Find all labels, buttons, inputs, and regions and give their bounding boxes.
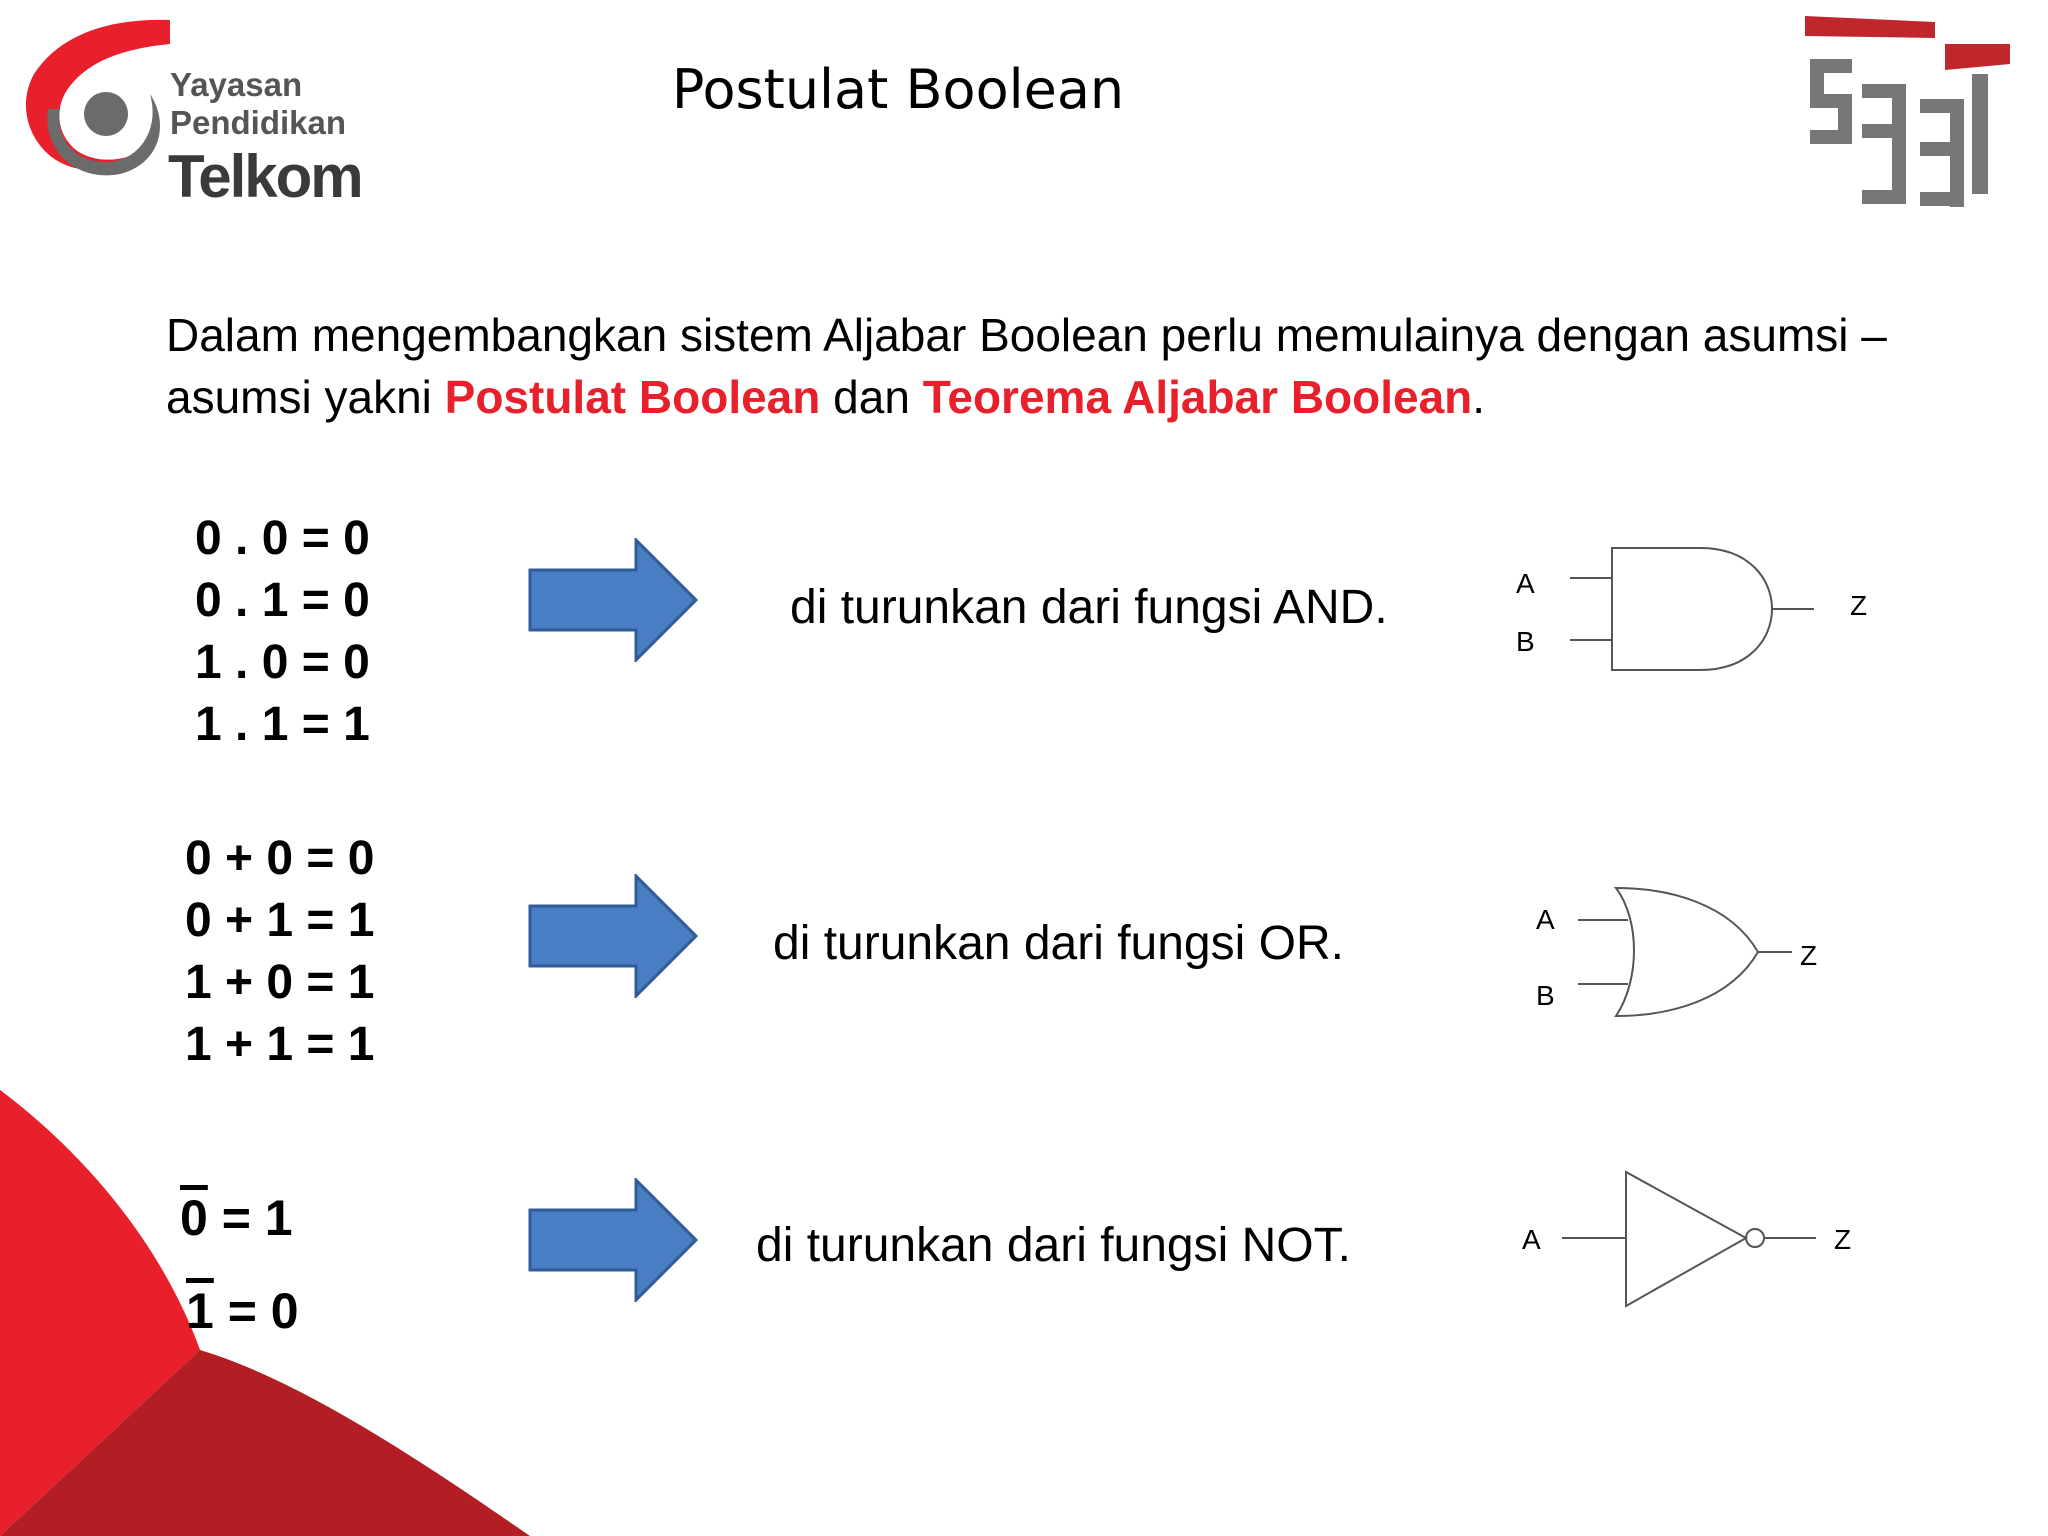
arrow-right-icon <box>528 874 698 998</box>
logo-text-line2: Pendidikan <box>170 104 347 141</box>
or-gate-input-a: A <box>1536 904 1555 935</box>
intro-text-end: . <box>1472 371 1486 423</box>
arrow-right-icon <box>528 538 698 662</box>
and-equations <box>195 508 370 756</box>
and-gate-output: Z <box>1850 590 1868 621</box>
and-equation: 0 . 0 = 0 <box>195 512 370 565</box>
intro-highlight-postulat: Postulat Boolean <box>444 371 821 423</box>
intro-text-start: Dalam mengembangkan sistem Aljabar Boolean perlu memulainya dengan asumsi – asumsi yakni <box>166 309 1887 423</box>
logo-text-line1: Yayasan <box>170 66 303 103</box>
or-gate-diagram <box>1500 870 1900 1050</box>
institution-logo-icon <box>1800 14 2010 214</box>
logo-text-line3: Telkom <box>168 143 362 210</box>
or-equation: 1 + 1 = 1 <box>185 1018 375 1071</box>
or-gate-output: Z <box>1800 940 1818 971</box>
and-gate-input-a: A <box>1516 568 1535 599</box>
or-gate-input-b: B <box>1536 980 1555 1011</box>
not-operand: 1 <box>186 1283 214 1339</box>
and-gate-input-b: B <box>1516 626 1535 657</box>
intro-paragraph <box>166 304 1906 428</box>
intro-text-middle: dan <box>820 371 923 423</box>
and-equation: 1 . 1 = 1 <box>195 698 370 751</box>
intro-highlight-teorema: Teorema Aljabar Boolean <box>922 371 1473 423</box>
or-equations <box>185 828 375 1076</box>
or-description: di turunkan dari fungsi OR. <box>773 917 1344 970</box>
not-gate-input-a: A <box>1522 1224 1541 1255</box>
and-equation: 1 . 0 = 0 <box>195 636 370 689</box>
not-equations <box>180 1178 299 1364</box>
page-title: Postulat Boolean <box>671 58 1125 121</box>
and-description: di turunkan dari fungsi AND. <box>790 581 1388 634</box>
or-equation: 0 + 0 = 0 <box>185 832 375 885</box>
and-equation: 0 . 1 = 0 <box>195 574 370 627</box>
and-gate-diagram <box>1500 530 1900 710</box>
or-equation: 1 + 0 = 1 <box>185 956 375 1009</box>
not-result: = 1 <box>207 1190 293 1246</box>
not-equation <box>180 1271 299 1364</box>
not-gate-output: Z <box>1834 1224 1852 1255</box>
or-equation: 0 + 1 = 1 <box>185 894 375 947</box>
arrow-right-icon <box>528 1178 698 1302</box>
not-result: = 0 <box>213 1283 299 1339</box>
not-equation <box>180 1178 299 1271</box>
not-operand: 0 <box>180 1190 208 1246</box>
not-description: di turunkan dari fungsi NOT. <box>756 1219 1351 1272</box>
